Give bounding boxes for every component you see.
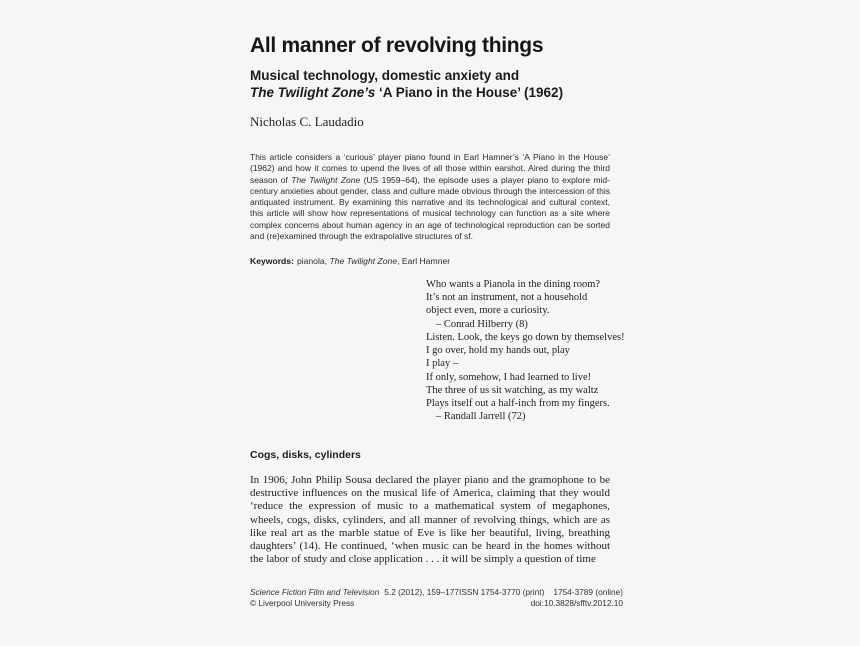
keywords-line	[250, 256, 610, 266]
issn-print: ISSN 1754-3770 (print)	[459, 587, 545, 597]
journal-citation	[250, 587, 459, 598]
abstract-text-2: (US 1959–64), the episode uses a player piano to explore mid-century anxieties about gender, class and culture made obvious through the intercession of this antiquated instrument. By examining this narrative and its technological and cultural context, this article will show how representations of musical technology can function as a site where complex concerns about human agency in an age of technological reproduction can be sorted and (re)examined through the extrapolative structures of sf.	[250, 174, 610, 242]
poem-line: The three of us sit watching, as my waltz	[426, 384, 599, 396]
author-name: Nicholas C. Laudadio	[250, 114, 364, 129]
subtitle-line-2	[250, 85, 563, 102]
issn-online: 1754-3789 (online)	[553, 587, 623, 597]
abstract-paragraph	[250, 152, 610, 242]
subtitle-line-2-rest: ‘A Piano in the House’ (1962)	[375, 84, 564, 100]
keywords-pre: pianola,	[296, 256, 330, 266]
poem-line: Plays itself out a half-inch from my fingers.	[426, 398, 610, 410]
footer-right	[459, 587, 623, 609]
epigraph-attribution: – Randall Jarrell (72)	[436, 411, 526, 423]
poem-line: I go over, hold my hands out, play	[426, 345, 570, 357]
footer-left	[250, 587, 459, 609]
poem-line: Who wants a Pianola in the dining room?	[426, 279, 601, 290]
section-heading: Cogs, disks, cylinders	[250, 449, 361, 461]
keywords-label: Keywords:	[250, 256, 294, 266]
article-subtitle	[250, 68, 563, 101]
abstract-text-1: This article considers a ‘curious’ player piano found in Earl Hamner’s ‘A Piano in the House’ (1962) and how it comes to upend the lives of all those within earshot. Aired during the third season of	[250, 152, 610, 185]
copyright-line: © Liverpool University Press	[250, 598, 355, 608]
keywords-journal-name: The Twilight Zone	[329, 256, 398, 266]
poem-line: If only, somehow, I had learned to live!	[426, 371, 592, 383]
abstract-journal-name: The Twilight Zone	[291, 174, 361, 185]
issn-line	[459, 587, 623, 598]
epigraph-hilberry	[426, 278, 600, 331]
journal-title: Science Fiction Film and Television	[250, 587, 380, 597]
subtitle-journal-name: The Twilight Zone’s	[250, 84, 376, 100]
poem-line: object even, more a curiosity.	[426, 305, 550, 317]
doi-line: doi:10.3828/sfftv.2012.10	[530, 598, 623, 608]
epigraph-attribution: – Conrad Hilberry (8)	[436, 318, 528, 330]
body-paragraph: In 1906, John Philip Sousa declared the player piano and the gramophone to be destructive influences on the musical life of America, claiming that they would ‘reduce the expression of music to a mathematical system of megaphones, wheels, cogs, disks, cylinders, and all manner of revolving things, which are as like real art as the marble statue of Eve is like her beautiful, living, breathing daughters’ (14). He continued, ‘when music can be heard in the homes without the labor of study and close application . . . it will be simply a question of time	[250, 474, 610, 566]
epigraph-jarrell	[426, 331, 625, 423]
keywords-post: , Earl Hamner	[397, 256, 451, 266]
subtitle-line-1: Musical technology, domestic anxiety and	[250, 68, 520, 83]
footer	[250, 587, 623, 609]
article-title: All manner of revolving things	[250, 34, 544, 57]
poem-line: It’s not an instrument, not a household	[426, 292, 588, 304]
poem-line: I play –	[426, 358, 459, 370]
poem-line: Listen. Look, the keys go down by themselves!	[426, 332, 625, 343]
journal-volume: 5.2 (2012), 159–177	[384, 587, 460, 597]
